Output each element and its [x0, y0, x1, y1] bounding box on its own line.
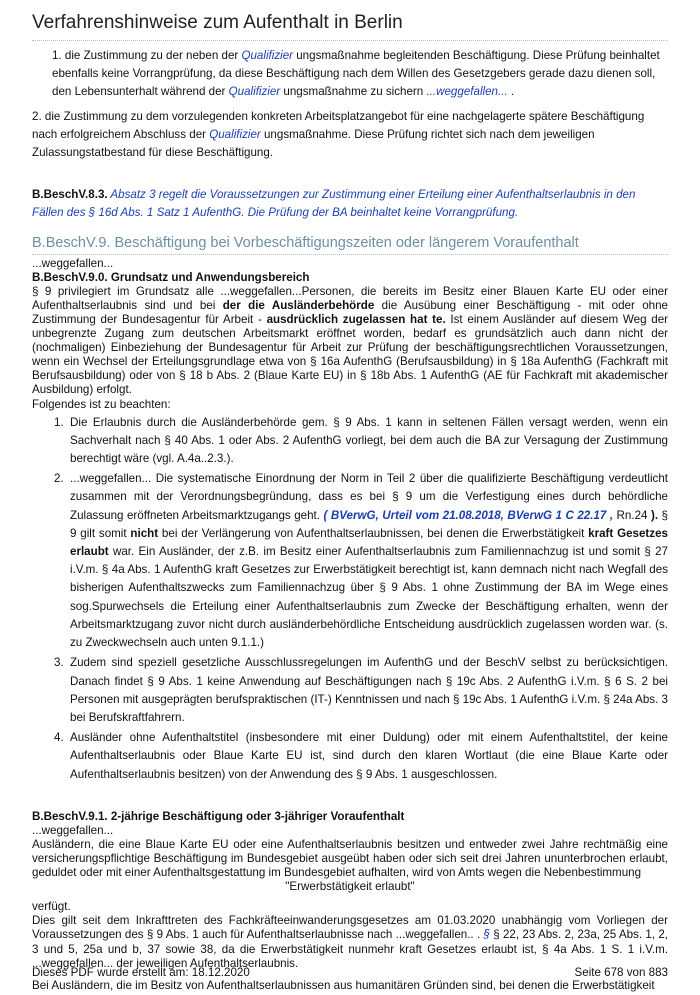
text: ...weggefallen... Die systematische Einordnung der Norm in Teil 2 über die qualifizierte Beschäftigung verdeutlicht zusammen mit der Verordnungsbegründung, dass es bei § 9 um die Verfestigung eines durch behördliche Zulassung eröffneten Arbeitsmarktzugangs geht.: [70, 472, 668, 522]
numbered-list: [32, 414, 668, 784]
text: bei der Verlängerung von Aufenthaltserlaubnissen, bei denen die Erwerbstätigkeit: [158, 526, 589, 540]
text: Die Erlaubnis durch die Ausländerbehörde gem. § 9 Abs. 1 kann in seltenen Fällen versagt werden, wenn ein Sachverhalt nach § 40 Abs. 1 oder Abs. 2 AufenthG vorliegt, bei dem auch die BA zur Versagung der Zustimmung berechtigt wäre (vgl. A.4a..2.3.).: [70, 415, 668, 466]
text: war. Ein Ausländer, der z.B. im Besitz einer Aufenthaltserlaubnis zum Familiennachzug ist und somit § 27 i.V.m. § 4a Abs. 1 AufenthG kraft Gesetzes zur Erwerbstätigkeit berechtigt ist, kann demnach nicht nach Wegfall des bisherigen Aufenthaltszwecks zum Familiennachzug über § 9 Abs. 1 ohne Zustimmung der BA im Wege eines sog.Spurwechsels die Erteilung einer Aufenthaltserlaubnis zum Zwecke der Beschäftigung erhalten, wenn der Arbeitsmarktzugang zuvor nicht durch ausländerbehördliche Entscheidung ausdrücklich zugelassen worden war. (s. zu Zweckwechseln auch unten 9.1.1.): [70, 545, 668, 650]
list-item: [32, 414, 668, 469]
section-text-link[interactable]: Absatz 3 regelt die Voraussetzungen zur Zustimmung einer Erteilung einer Aufenthaltserlaubnis in den Fällen des § 16d Abs. 1 Satz 1 AufenthG. Die Prüfung der BA beinhaltet keine Vorrangprüfung.: [32, 188, 636, 220]
text: Rn.24: [613, 508, 651, 522]
section-heading-9: B.BeschV.9. Beschäftigung bei Vorbeschäftigungszeiten oder längerem Voraufenthalt: [32, 233, 668, 255]
list-item: [32, 654, 668, 727]
list-item: [32, 470, 668, 652]
folgendes-text: Folgendes ist zu beachten:: [32, 397, 171, 411]
text: Ist einem Ausländer auf diesem Weg der unbegrenzte Zugang zum deutschen Arbeitsmarkt eröffnet worden, bedarf es grundsätzlich auch dann nicht der (nochmaligen) Einbeziehung der Bundesagentur für Arbeit zur Prüfung der beschäftigungsrechtlichen Voraussetzungen, wenn ein Wechsel der Erteilungsgrundlage etwa von § 16a AufenthG (Berufsausbildung) in § 18a AufenthG (Fachkraft mit Berufsausbildung) oder von § 18 b Abs. 2 (Blaue Karte EU) in § 18b Abs. 1 AufenthG (AE für Fachkraft mit akademischer Ausbildung) erfolgt.: [32, 313, 669, 397]
paragraph-last: Bei Ausländern, die im Besitz von Aufenthaltserlaubnissen aus humanitären Gründen sind, bei denen die Erwerbstätigkeit: [32, 978, 655, 992]
page-title: Verfahrenshinweise zum Aufenthalt in Berlin: [32, 10, 668, 41]
text: ungsmaßnahme begleitenden Beschäftigung. Diese Prüfung beinhaltet ebenfalls keine Vorrangprüfung, da diese Beschäftigung nach dem Willen des Gesetzgebers gerade dazu dienen soll, den Lebensunterhalt während der: [52, 49, 660, 99]
paragraph-9-1-b: [32, 914, 668, 970]
weggefallen-note: ...weggefallen...: [32, 823, 114, 837]
section-label: B.BeschV.8.3.: [32, 188, 108, 202]
list-item: [32, 729, 668, 784]
bold-text: nicht: [130, 526, 159, 540]
weggefallen-note: ...weggefallen...: [32, 256, 114, 270]
section-8-3: [32, 186, 668, 222]
verfuegt-text: verfügt.: [32, 900, 71, 914]
text: 1. die Zustimmung zu der neben der: [52, 49, 242, 62]
text: § 9 gilt somit: [70, 508, 668, 540]
quote-text: "Erwerbstätigkeit erlaubt": [285, 880, 415, 894]
list-number: 2.: [54, 472, 64, 486]
sub-heading-9-0: B.BeschV.9.0. Grundsatz und Anwendungsbereich: [32, 270, 310, 284]
list-number: 4.: [54, 731, 64, 745]
text: Zudem sind speziell gesetzliche Ausschlussregelungen im AufenthG und der BeschV selbst zu berücksichtigen. Danach findet § 9 Abs. 1 keine Anwendung auf Beschäftigungen nach § 19c Abs. 2 AufenthG i.V.m. § 6 S. 2 bei Personen mit ausgeprägten berufspraktischen (IT-) Kenntnissen und nach § 19c Abs. 1 AufenthG i.V.m. § 24a Abs. 3 bei Berufskraftfahrern.: [70, 656, 668, 724]
paragraph-9-0: [32, 285, 668, 398]
text: Ausländer ohne Aufenthaltstitel (insbesondere mit einer Duldung) oder mit einem Aufenthaltstitel, der keine Aufenthaltserlaubnis oder Blaue Karte EU ist, sind durch den klaren Wortlaut (die eine Blaue Karte oder Aufenthaltserlaubnis besitzen) von der Anwendung des § 9 Abs. 1 ausgeschlossen.: [70, 731, 668, 781]
intro-item-2: [32, 108, 668, 163]
intro-item-1: [52, 47, 668, 102]
text: § 22, 23 Abs. 2, 23a, 25 Abs. 1, 2, 3 und 5, 25a und b, 37 sowie 38, da die Erwerbstätigkeit nunmehr kraft Gesetzes erlaubt ist, § 4a Abs. 1 S. 1 i.V.m. ...weggefallen... der jeweiligen Aufenthaltserlaubnis.: [32, 928, 668, 970]
text: § 9 privilegiert im Grundsatz alle ...weggefallen...Personen, die bereits im Besitz einer Blauen Karte EU oder einer Aufenthaltserlaubnis sind und bei: [32, 284, 668, 312]
bold-text: kraft Gesetzes erlaubt: [70, 526, 668, 559]
footer-created: Dieses PDF wurde erstellt am: 18.12.2020: [32, 966, 250, 979]
text: ungsmaßnahme zu sichern: [280, 85, 427, 99]
list-number: 3.: [54, 656, 64, 670]
list-number: 1.: [54, 415, 64, 429]
paragraph-link[interactable]: §: [483, 928, 490, 942]
text: Dies gilt seit dem Inkrafttreten des Fachkräfteeinwanderungsgesetzes am 01.03.2020 unabhängig vom Vorliegen der Voraussetzungen des § 9 Abs. 1 auch für Aufenthaltserlaubnisse nach ...weggefallen.. .: [32, 914, 668, 942]
text: die Ausübung einer Beschäftigung - mit oder ohne Zustimmung der Bundesagentur für Arbeit -: [32, 298, 669, 326]
bold-text: ausdrücklich zugelassen hat te.: [266, 313, 446, 326]
text: .: [507, 85, 515, 99]
bold-text: ).: [650, 508, 662, 522]
footer-page-number: Seite 678 von 883: [574, 966, 668, 979]
paragraph-9-1: Ausländern, die eine Blaue Karte EU oder eine Aufenthaltserlaubnis besitzen und entweder zwei Jahre rechtmäßig eine versicherungspflichtige Beschäftigung im Bundesgebiet ausgeübt haben oder sich seit drei Jahren ununterbrochen erlaubt, geduldet oder mit einer Aufenthaltsgestattung im Bundesgebiet aufhalten, wird von Amts wegen die Nebenbestimmung: [32, 837, 668, 880]
link-qualifizier[interactable]: Qualifizier: [209, 127, 261, 141]
document-page: [32, 10, 668, 995]
section-heading-9-1: B.BeschV.9.1. 2-jährige Beschäftigung oder 3-jähriger Voraufenthalt: [32, 809, 405, 823]
text: ungsmaßnahme. Diese Prüfung richtet sich nach dem jeweiligen Zulassungstatbestand für diese Beschäftigung.: [32, 127, 595, 160]
weggefallen-link[interactable]: ...weggefallen...: [426, 85, 508, 99]
text: 2. die Zustimmung zu dem vorzulegenden konkreten Arbeitsplatzangebot für eine nachgelagerte spätere Beschäftigung nach erfolgreichem Abschluss der: [32, 109, 645, 141]
link-qualifizier[interactable]: Qualifizier: [241, 49, 294, 62]
citation-link[interactable]: ( BVerwG, Urteil vom 21.08.2018, BVerwG 1 C 22.17 ,: [323, 508, 614, 522]
link-qualifizier[interactable]: Qualifizier: [228, 85, 281, 99]
bold-text: der die Ausländerbehörde: [222, 298, 375, 312]
